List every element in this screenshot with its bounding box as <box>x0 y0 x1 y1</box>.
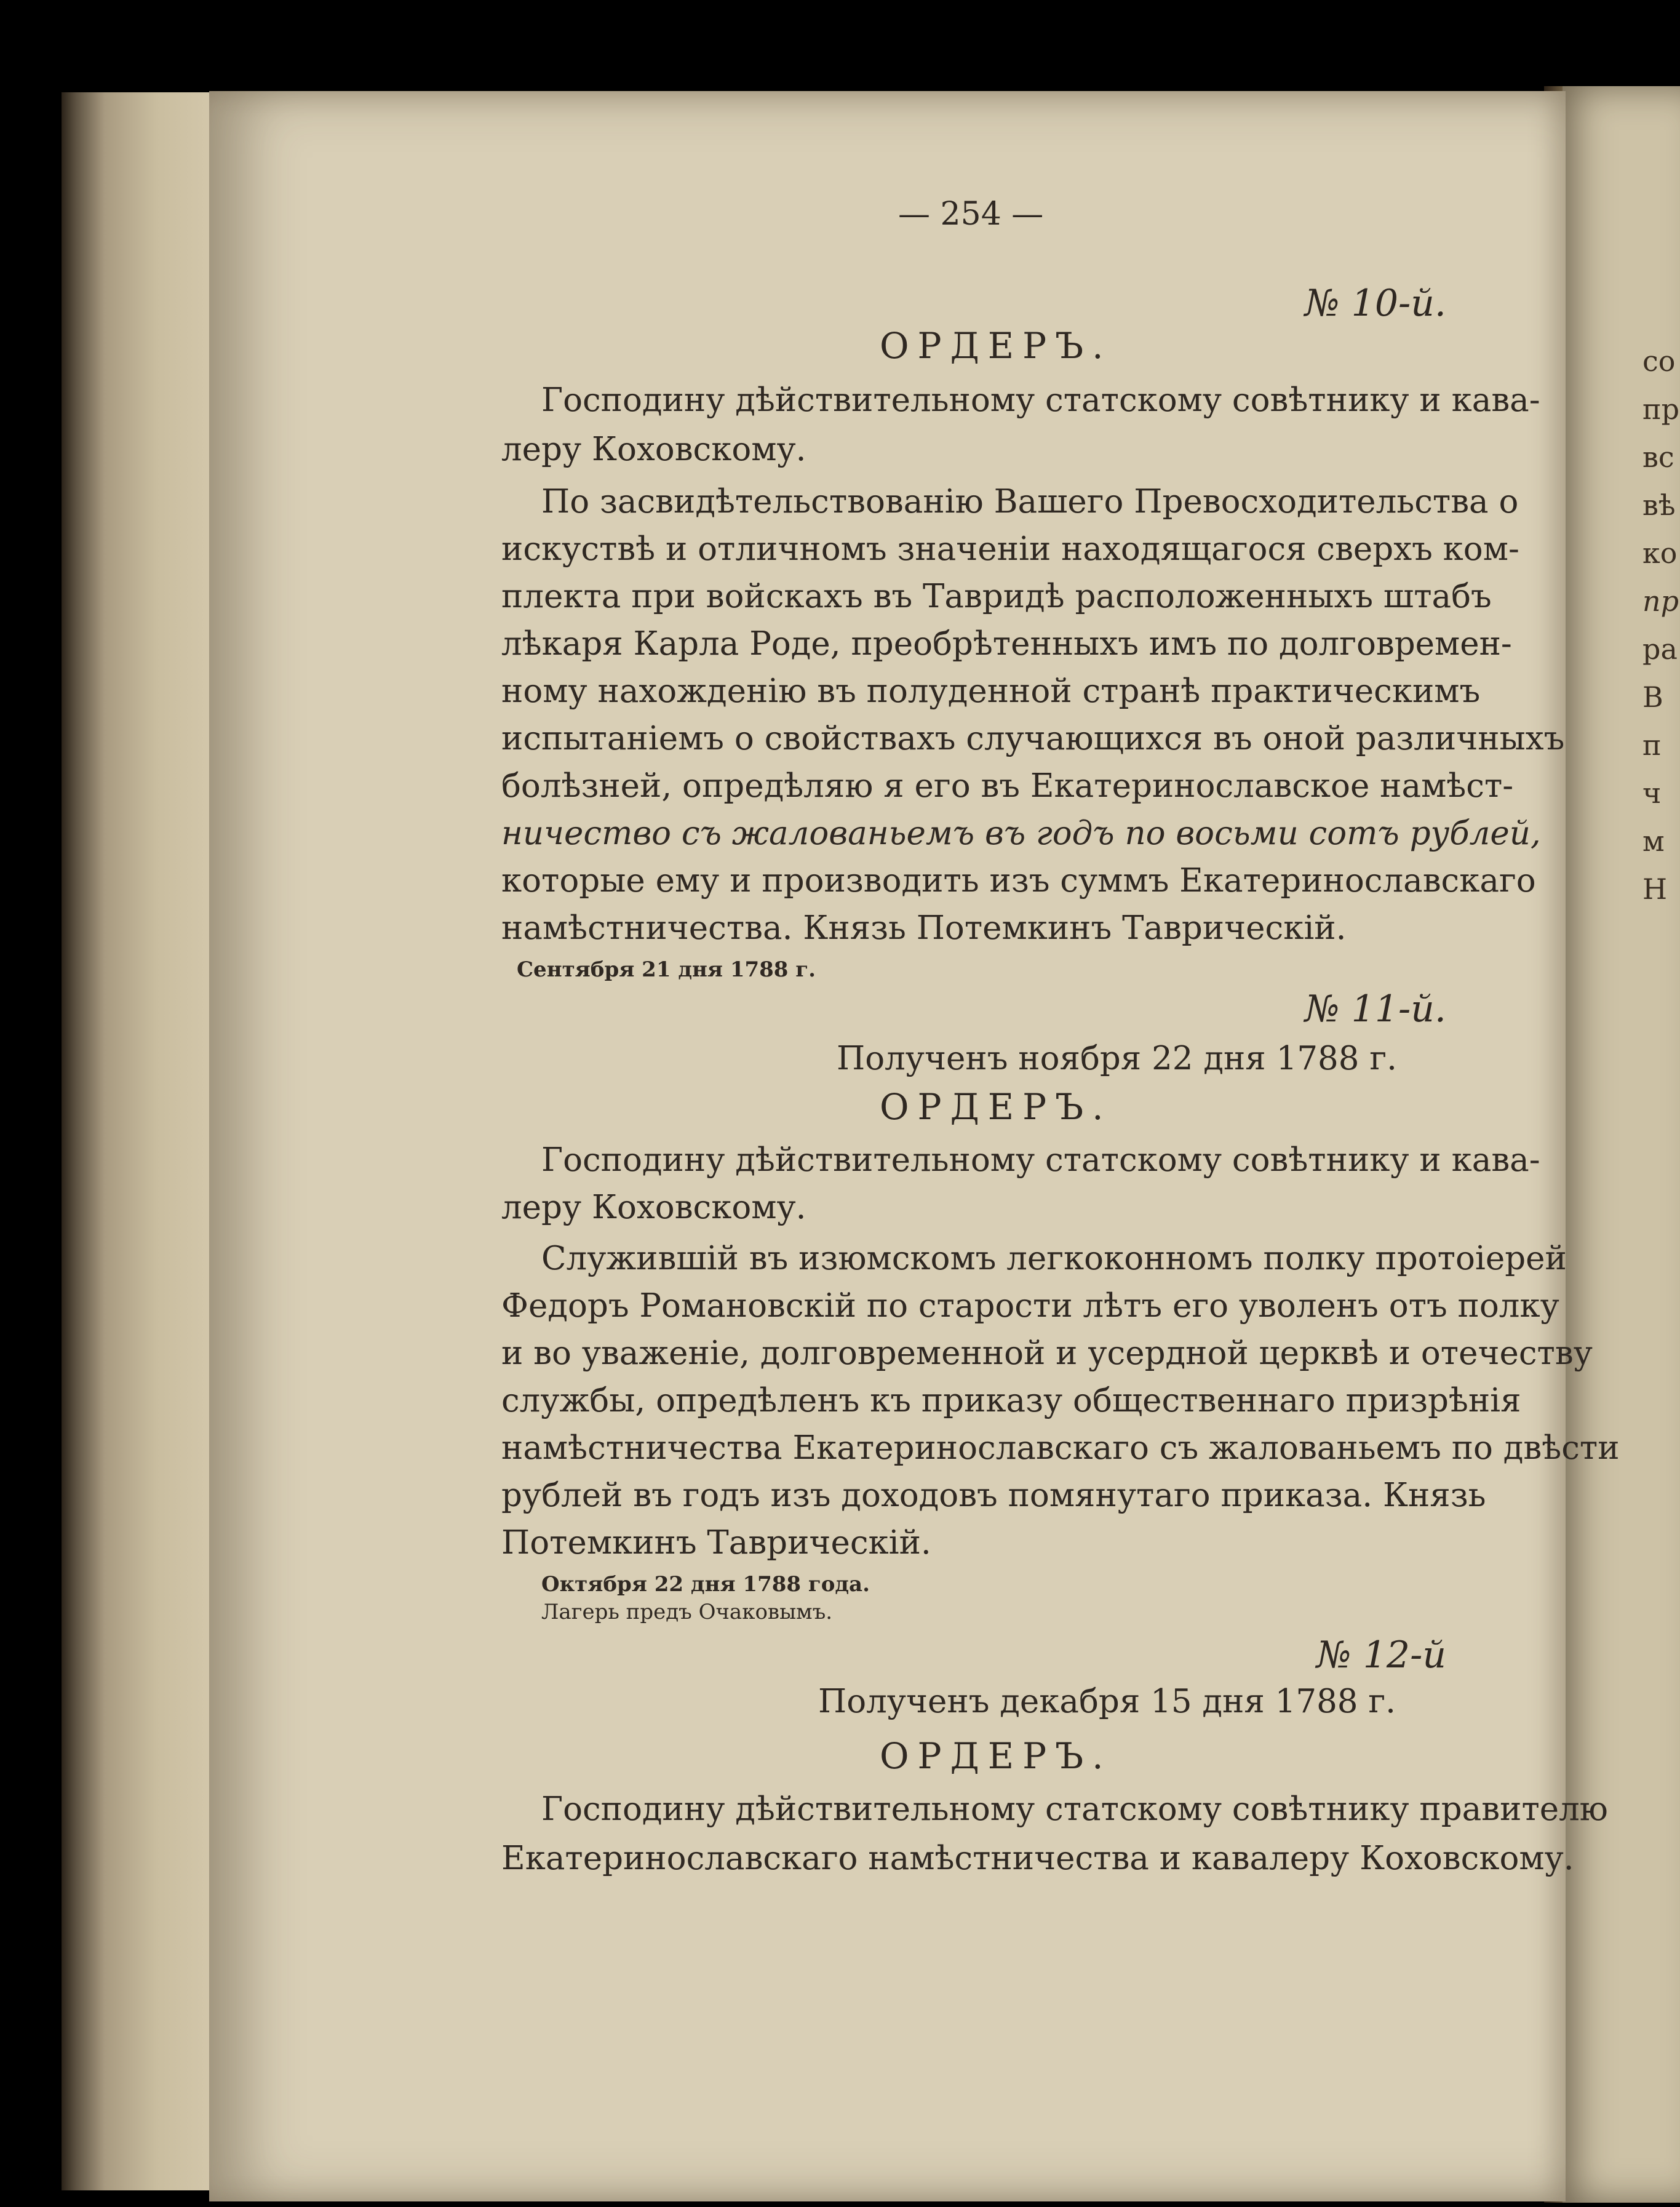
order-line: болѣзней, опредѣляю я его въ Екатеринославское намѣст- <box>501 767 1514 805</box>
order-line: лѣкаря Карла Роде, преобрѣтенныхъ имъ по долговремен- <box>501 625 1512 663</box>
order-line: и во уваженіе, долговременной и усердной церквѣ и отечеству <box>501 1335 1593 1372</box>
order-line: Господину дѣйствительному статскому совѣтнику правителю <box>541 1790 1608 1828</box>
order-number: № 10-й. <box>1304 282 1446 325</box>
order-line: леру Коховскому. <box>501 1189 806 1226</box>
facing-fragment: ко <box>1642 537 1678 570</box>
order-title: ОРДЕРЪ. <box>880 325 1112 367</box>
order-line: ному нахожденію въ полуденной странѣ практическимъ <box>501 672 1481 710</box>
facing-fragment: В <box>1642 680 1663 714</box>
order-line: Господину дѣйствительному статскому совѣтнику и кава- <box>541 1141 1540 1179</box>
order-line: Федоръ Романовскій по старости лѣтъ его уволенъ отъ полку <box>501 1287 1559 1325</box>
order-line: искуствѣ и отличномъ значеніи находящагося сверхъ ком- <box>501 530 1519 568</box>
order-line: Потемкинъ Таврическій. <box>501 1524 931 1562</box>
order-line: службы, опредѣленъ къ приказу общественнаго призрѣнія <box>501 1382 1521 1419</box>
order-line: леру Коховскому. <box>501 431 806 468</box>
order-line: плекта при войскахъ въ Тавридѣ расположенныхъ штабъ <box>501 578 1492 615</box>
order-line: По засвидѣтельствованію Вашего Превосходительства о <box>541 483 1519 521</box>
order-number: № 11-й. <box>1304 988 1446 1031</box>
facing-fragment: п <box>1642 728 1662 762</box>
facing-fragment: вс <box>1642 441 1674 474</box>
facing-page <box>1550 86 1680 2203</box>
page-number: — 254 — <box>898 196 1044 233</box>
order-line: испытаніемъ о свойствахъ случающихся въ оной различныхъ <box>501 720 1565 757</box>
order-line: Служившій въ изюмскомъ легкоконномъ полку протоіерей <box>541 1240 1567 1277</box>
order-title: ОРДЕРЪ. <box>880 1086 1112 1128</box>
order-line: намѣстничества Екатеринославскаго съ жалованьемъ по двѣсти <box>501 1429 1620 1467</box>
order-line: которые ему и производить изъ суммъ Екатеринославскаго <box>501 862 1536 900</box>
facing-fragment: пр <box>1642 393 1680 426</box>
facing-fragment: вѣ <box>1642 489 1676 522</box>
order-date: Октября 22 дня 1788 года. <box>541 1572 870 1597</box>
facing-fragment: м <box>1642 824 1665 858</box>
order-received: Полученъ декабря 15 дня 1788 г. <box>818 1683 1396 1720</box>
order-number: № 12-й <box>1316 1634 1446 1677</box>
order-place: Лагерь предъ Очаковымъ. <box>541 1600 833 1624</box>
order-line: намѣстничества. Князь Потемкинъ Таврическій. <box>501 909 1347 947</box>
facing-fragment: со <box>1642 345 1676 378</box>
order-line: рублей въ годъ изъ доходовъ помянутаго приказа. Князь <box>501 1477 1486 1514</box>
facing-fragment: пр <box>1642 585 1679 618</box>
order-line: Господину дѣйствительному статскому совѣтнику и кава- <box>541 381 1540 419</box>
order-line: Екатеринославскаго намѣстничества и кавалеру Коховскому. <box>501 1840 1574 1877</box>
facing-fragment: Н <box>1642 872 1668 906</box>
facing-fragment: ра <box>1642 633 1678 666</box>
facing-fragment: ч <box>1642 776 1662 810</box>
order-received: Полученъ ноября 22 дня 1788 г. <box>837 1040 1397 1077</box>
order-line: ничество съ жалованьемъ въ годъ по восьми сотъ рублей, <box>501 815 1541 852</box>
order-title: ОРДЕРЪ. <box>880 1735 1112 1777</box>
book-page-edges <box>62 92 234 2190</box>
order-date: Сентября 21 дня 1788 г. <box>517 957 816 982</box>
